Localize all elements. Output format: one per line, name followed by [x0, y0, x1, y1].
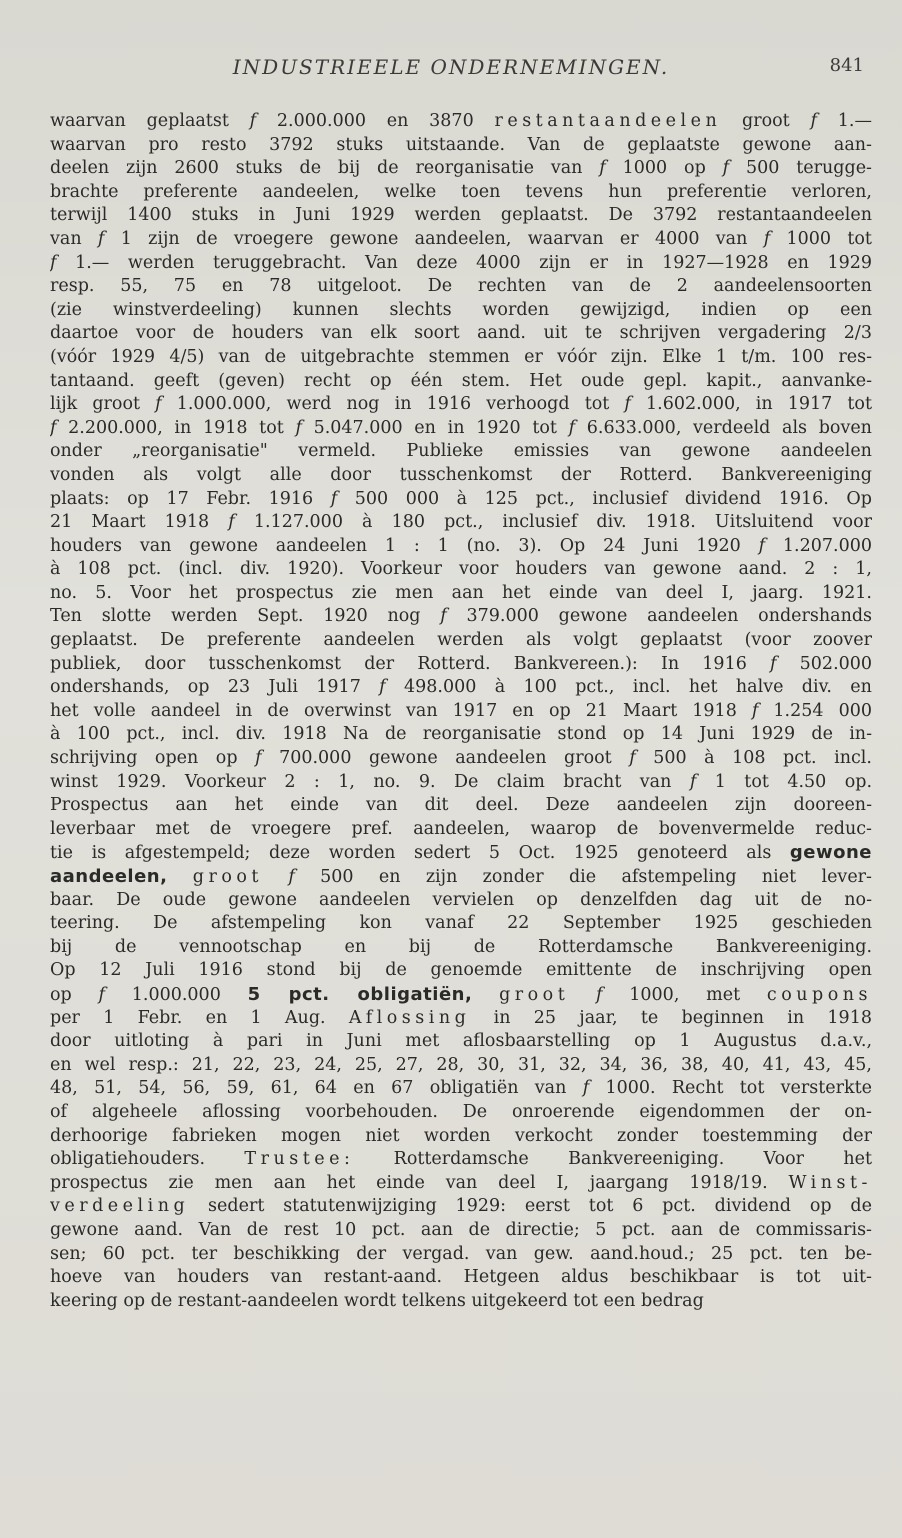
text-segment: (zie winstverdeeling) kunnen slechts worden gewijzigd, indien op een	[50, 299, 872, 320]
text-segment: 2.200.000, in 1918 tot	[56, 417, 296, 438]
text-line	[50, 1172, 872, 1196]
text-line	[50, 1195, 872, 1219]
text-segment: gewone aand. Van de rest 10 pct. aan de directie; 5 pct. aan de commissaris-	[50, 1219, 872, 1240]
text-line	[50, 370, 872, 394]
text-line	[50, 1243, 872, 1267]
text-line	[50, 700, 872, 724]
text-segment: 6.633.000, verdeeld als boven	[575, 417, 872, 438]
text-segment: no. 5. Voor het prospectus zie men aan het einde van deel I, jaarg. 1921.	[50, 582, 872, 603]
text-segment: waarvan pro resto 3792 stuks uitstaande. Van de geplaatste gewone aan-	[50, 134, 872, 155]
text-segment: f	[763, 228, 771, 249]
text-segment: resp. 55, 75 en 78 uitgeloot. De rechten van de 2 aandeelensoorten	[50, 276, 872, 297]
text-line	[50, 1101, 872, 1125]
text-line	[50, 1148, 872, 1172]
text-segment: f	[810, 111, 817, 131]
text-segment: coupons	[766, 984, 872, 1005]
text-segment: 379.000 gewone aandeelen ondershands	[446, 606, 872, 627]
text-line	[50, 417, 872, 441]
body-text	[50, 110, 872, 1313]
text-line	[50, 204, 872, 228]
text-segment: 5 pct. obligatiën,	[247, 983, 473, 1005]
text-segment: of algeheele aflossing voorbehouden. De onroerende eigendommen der on-	[50, 1101, 872, 1122]
text-line	[50, 1266, 872, 1290]
text-segment: 1000. Recht tot versterkte	[589, 1078, 872, 1099]
text-line	[50, 488, 872, 512]
text-line	[50, 723, 872, 747]
text-segment: Rotterdamsche Bankvereeniging. Voor het	[354, 1149, 872, 1170]
text-segment: (vóór 1929 4/5) van de uitgebrachte stemmen er vóór zijn. Elke 1 t/m. 100 res-	[50, 346, 872, 367]
text-line	[50, 983, 872, 1007]
text-line	[50, 676, 872, 700]
text-segment: f	[770, 653, 777, 674]
text-line	[50, 605, 872, 629]
text-line	[50, 535, 872, 559]
text-line	[50, 1054, 872, 1078]
text-segment: Aflossing	[348, 1007, 471, 1028]
text-segment: Prospectus aan het einde van dit deel. Deze aandeelen zijn dooreen-	[50, 795, 872, 816]
text-segment: 500 en zijn zonder die afstempeling niet lever-	[294, 867, 872, 887]
text-line	[50, 912, 872, 936]
text-segment: à 108 pct. (incl. div. 1920). Voorkeur voor houders van gewone aand. 2 : 1,	[50, 559, 872, 580]
text-segment: f	[249, 111, 257, 131]
text-segment: deelen zijn 2600 stuks de bij de reorganisatie van	[50, 158, 600, 179]
text-segment: obligatiehouders.	[50, 1149, 245, 1170]
text-segment: f	[288, 867, 295, 887]
text-segment: hoeve van houders van restant-aand. Hetgeen aldus beschikbaar is tot uit-	[50, 1267, 872, 1288]
text-segment: 1.— werden teruggebracht. Van deze 4000 zijn er in 1927—1928 en 1929	[56, 252, 872, 273]
text-segment: plaats: op 17 Febr. 1916	[50, 488, 331, 509]
text-line	[50, 889, 872, 913]
text-line	[50, 818, 872, 842]
text-segment: bij de vennootschap en bij de Rotterdamsche Bankvereeniging.	[50, 936, 872, 957]
text-segment: aandeelen,	[50, 866, 168, 887]
text-segment: f	[295, 417, 302, 438]
text-segment: 500 000 à 125 pct., inclusief dividend 1916. Op	[337, 488, 872, 509]
text-segment	[472, 985, 499, 1005]
text-line	[50, 582, 872, 606]
text-segment: winst 1929. Voorkeur 2 : 1, no. 9. De claim bracht van	[50, 771, 690, 792]
text-segment: f	[255, 748, 262, 769]
text-segment: 1000, met	[602, 984, 767, 1005]
text-line	[50, 181, 872, 205]
text-segment: 1000 op	[605, 158, 723, 179]
text-segment: groot	[499, 984, 570, 1005]
text-segment: f	[758, 535, 766, 556]
text-line	[50, 771, 872, 795]
text-segment: 1.—	[816, 111, 872, 131]
text-segment: 700.000 gewone aandeelen groot	[261, 748, 630, 769]
text-segment: 1.000.000	[105, 984, 248, 1005]
text-segment: 1.207.000	[765, 535, 872, 556]
text-line	[50, 1219, 872, 1243]
text-line	[50, 1290, 872, 1314]
text-segment: 500 à 108 pct. incl.	[635, 748, 872, 769]
text-segment	[263, 867, 288, 887]
text-segment: 1.254 000	[758, 700, 872, 721]
text-segment: daartoe voor de houders van elk soort aand. uit te schrijven vergadering 2/3	[50, 323, 872, 344]
text-segment: baar. De oude gewone aandeelen vervielen op denzelfden dag uit de no-	[50, 889, 872, 910]
text-segment: waarvan geplaatst	[50, 111, 250, 131]
text-segment: 1000 tot	[770, 228, 872, 249]
text-line	[50, 629, 872, 653]
text-line	[50, 322, 872, 346]
text-segment	[569, 985, 596, 1005]
text-segment: vonden als volgt alle door tusschenkomst der Rotterd. Bankvereeniging	[50, 464, 872, 485]
text-segment: terwijl 1400 stuks in Juni 1929 werden geplaatst. De 3792 restantaandeelen	[50, 205, 872, 226]
text-segment: 5.047.000 en in 1920 tot	[301, 417, 569, 438]
text-segment: f	[379, 677, 386, 698]
running-title: INDUSTRIEELE ONDERNEMINGEN.	[232, 55, 670, 79]
text-line	[50, 252, 872, 276]
text-segment: Trustee:	[244, 1149, 355, 1170]
text-segment: keering op de restant-aandeelen wordt telkens uitgekeerd tot een bedrag	[50, 1290, 704, 1311]
text-line	[50, 299, 872, 323]
text-segment: 1 zijn de vroegere gewone aandeelen, waarvan er 4000 van	[104, 228, 764, 249]
text-segment: groot	[721, 111, 811, 131]
text-segment: 498.000 à 100 pct., incl. het halve div. en	[385, 677, 872, 698]
page-number: 841	[829, 55, 864, 76]
text-segment: restantaandeelen	[494, 111, 722, 131]
text-line	[50, 1030, 872, 1054]
text-line	[50, 464, 872, 488]
text-segment: verdeeling	[50, 1196, 190, 1217]
page-header	[0, 55, 902, 89]
text-line	[50, 346, 872, 370]
text-line	[50, 228, 872, 252]
text-line	[50, 134, 872, 158]
text-line	[50, 1007, 872, 1031]
text-line	[50, 653, 872, 677]
text-segment: gewone	[789, 842, 872, 864]
text-segment: geplaatst. De preferente aandeelen werden als volgt geplaatst (voor zoover	[50, 630, 872, 651]
text-segment: Winst-	[788, 1172, 872, 1193]
text-segment: Op 12 Juli 1916 stond bij de genoemde emittente de inschrijving open	[50, 960, 872, 981]
text-segment: f	[722, 158, 730, 179]
text-line	[50, 959, 872, 983]
text-segment: f	[97, 228, 105, 249]
text-segment: publiek, door tusschenkomst der Rotterd. Bankvereen.): In 1916	[50, 653, 771, 674]
text-segment: en wel resp.: 21, 22, 23, 24, 25, 27, 28, 30, 31, 32, 34, 36, 38, 40, 41, 43, 45,	[50, 1054, 872, 1075]
text-segment: leverbaar met de vroegere pref. aandeelen, waarop de bovenvermelde reduc-	[50, 818, 872, 839]
text-line	[50, 1125, 872, 1149]
text-line	[50, 1077, 872, 1101]
text-segment: f	[98, 984, 105, 1005]
text-segment: schrijving open op	[50, 748, 256, 769]
text-segment	[167, 867, 192, 887]
text-segment: f	[751, 700, 759, 721]
text-segment: prospectus zie men aan het einde van deel I, jaargang 1918/19.	[50, 1172, 789, 1193]
text-segment: van	[50, 228, 98, 249]
text-line	[50, 865, 872, 889]
text-segment: 500 terugge-	[729, 158, 872, 179]
text-segment: f	[629, 748, 636, 769]
text-segment: f	[596, 984, 603, 1005]
text-segment: f	[689, 771, 697, 792]
text-segment: 1.127.000 à 180 pct., inclusief div. 1918. Uitsluitend voor	[234, 512, 872, 533]
text-segment: 502.000	[776, 653, 872, 674]
text-segment: 1 tot 4.50 op.	[696, 771, 872, 792]
text-line	[50, 558, 872, 582]
text-segment: 1.000.000, werd nog in 1916 verhoogd tot	[161, 394, 625, 415]
text-segment: lijk groot	[50, 394, 156, 415]
text-line	[50, 841, 872, 865]
text-segment: ondershands, op 23 Juli 1917	[50, 677, 380, 698]
text-segment: f	[155, 394, 162, 415]
text-segment: f	[568, 417, 576, 438]
text-segment: brachte preferente aandeelen, welke toen tevens hun preferentie verloren,	[50, 181, 872, 202]
text-segment: f	[228, 512, 235, 533]
text-segment: Ten slotte werden Sept. 1920 nog	[50, 606, 441, 627]
text-line	[50, 393, 872, 417]
text-segment: 48, 51, 54, 56, 59, 61, 64 en 67 obligatiën van	[50, 1078, 583, 1099]
text-segment: op	[50, 984, 99, 1005]
text-segment: f	[440, 606, 447, 627]
text-segment: groot	[192, 867, 263, 887]
text-line	[50, 936, 872, 960]
text-segment: 2.000.000 en 3870	[256, 111, 495, 131]
text-segment: teering. De afstempeling kon vanaf 22 September 1925 geschieden	[50, 913, 872, 934]
text-segment: door uitloting à pari in Juni met aflosbaarstelling op 1 Augustus d.a.v.,	[50, 1031, 872, 1052]
text-line	[50, 440, 872, 464]
text-line	[50, 511, 872, 535]
text-segment: tantaand. geeft (geven) recht op één stem. Het oude gepl. kapit., aanvanke-	[50, 370, 872, 391]
text-segment: houders van gewone aandeelen 1 : 1 (no. 3). Op 24 Juni 1920	[50, 535, 759, 556]
text-segment: f	[582, 1078, 590, 1099]
text-segment: f	[50, 417, 57, 438]
text-segment: het volle aandeel in de overwinst van 1917 en op 21 Maart 1918	[50, 700, 752, 721]
text-segment: f	[330, 488, 338, 509]
text-line	[50, 794, 872, 818]
text-line	[50, 157, 872, 181]
text-segment: tie is afgestempeld; deze worden sedert 5 Oct. 1925 genoteerd als	[50, 843, 790, 864]
text-segment: à 100 pct., incl. div. 1918 Na de reorganisatie stond op 14 Juni 1929 de in-	[50, 724, 872, 745]
text-segment: onder „reorganisatie" vermeld. Publieke emissies van gewone aandeelen	[50, 441, 872, 462]
text-segment: f	[50, 252, 57, 273]
text-line	[50, 275, 872, 299]
text-segment: per 1 Febr. en 1 Aug.	[50, 1007, 349, 1028]
text-segment: 1.602.000, in 1917 tot	[630, 394, 872, 415]
text-segment: 21 Maart 1918	[50, 512, 229, 533]
text-segment: sedert statutenwijziging 1929: eerst tot 6 pct. dividend op de	[189, 1196, 872, 1217]
text-segment: f	[599, 158, 606, 179]
text-segment: f	[624, 394, 631, 415]
text-line	[50, 110, 872, 134]
text-segment: sen; 60 pct. ter beschikking der vergad. van gew. aand.houd.; 25 pct. ten be-	[50, 1243, 872, 1264]
text-segment: in 25 jaar, te beginnen in 1918	[470, 1007, 872, 1028]
text-segment: derhoorige fabrieken mogen niet worden verkocht zonder toestemming der	[50, 1125, 872, 1146]
text-line	[50, 747, 872, 771]
